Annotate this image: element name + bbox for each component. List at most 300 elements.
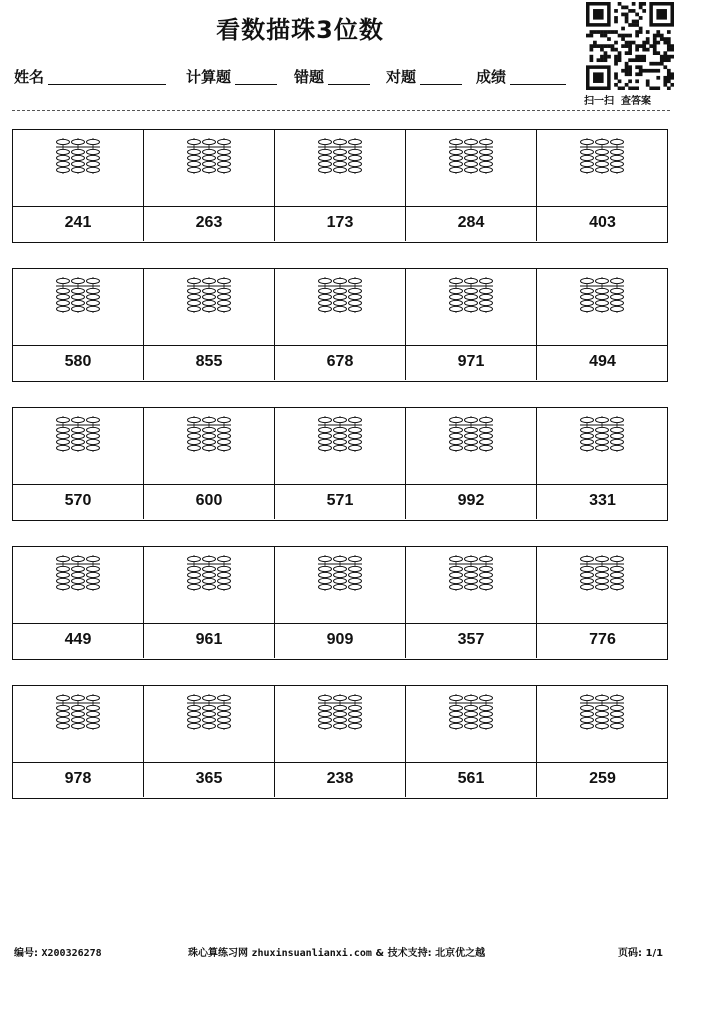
abacus-bead[interactable] xyxy=(334,288,347,293)
abacus-bead[interactable] xyxy=(480,566,493,571)
abacus-bead[interactable] xyxy=(581,717,594,722)
abacus-bead[interactable] xyxy=(188,711,201,716)
abacus-bead[interactable] xyxy=(72,717,85,722)
abacus-bead[interactable] xyxy=(349,572,362,577)
abacus-bead[interactable] xyxy=(87,578,100,583)
abacus-bead[interactable] xyxy=(450,433,463,438)
abacus-bead[interactable] xyxy=(319,439,332,444)
abacus-bead[interactable] xyxy=(581,161,594,166)
abacus-bead[interactable] xyxy=(450,155,463,160)
abacus-bead[interactable] xyxy=(188,294,201,299)
abacus-bead[interactable] xyxy=(203,306,216,311)
abacus-bead[interactable] xyxy=(218,417,231,422)
abacus-bead[interactable] xyxy=(596,288,609,293)
abacus-bead[interactable] xyxy=(450,717,463,722)
abacus-bead[interactable] xyxy=(72,572,85,577)
abacus-bead[interactable] xyxy=(349,566,362,571)
abacus-bead[interactable] xyxy=(203,149,216,154)
abacus-bead[interactable] xyxy=(349,288,362,293)
abacus-bead[interactable] xyxy=(87,149,100,154)
abacus-bead[interactable] xyxy=(334,711,347,716)
abacus-bead[interactable] xyxy=(581,445,594,450)
abacus-bead[interactable] xyxy=(596,161,609,166)
abacus-bead[interactable] xyxy=(203,427,216,432)
abacus-bead[interactable] xyxy=(581,278,594,283)
abacus-bead[interactable] xyxy=(480,306,493,311)
abacus-bead[interactable] xyxy=(57,306,70,311)
abacus-bead[interactable] xyxy=(334,139,347,144)
abacus-bead[interactable] xyxy=(188,705,201,710)
abacus-bead[interactable] xyxy=(480,695,493,700)
abacus-icon[interactable] xyxy=(449,555,493,591)
abacus-bead[interactable] xyxy=(581,139,594,144)
abacus-bead[interactable] xyxy=(611,695,624,700)
abacus-bead[interactable] xyxy=(450,439,463,444)
abacus-bead[interactable] xyxy=(334,717,347,722)
right-blank[interactable] xyxy=(420,68,462,85)
abacus-bead[interactable] xyxy=(218,705,231,710)
abacus-bead[interactable] xyxy=(349,306,362,311)
abacus-bead[interactable] xyxy=(611,155,624,160)
abacus-bead[interactable] xyxy=(87,417,100,422)
abacus-bead[interactable] xyxy=(87,711,100,716)
abacus-bead[interactable] xyxy=(334,149,347,154)
abacus-bead[interactable] xyxy=(57,149,70,154)
abacus-bead[interactable] xyxy=(465,439,478,444)
abacus-bead[interactable] xyxy=(57,300,70,305)
abacus-bead[interactable] xyxy=(72,695,85,700)
abacus-bead[interactable] xyxy=(480,417,493,422)
abacus-bead[interactable] xyxy=(480,288,493,293)
abacus-bead[interactable] xyxy=(611,439,624,444)
abacus-bead[interactable] xyxy=(581,149,594,154)
abacus-bead[interactable] xyxy=(596,584,609,589)
abacus-bead[interactable] xyxy=(57,417,70,422)
abacus-bead[interactable] xyxy=(87,433,100,438)
abacus-bead[interactable] xyxy=(611,161,624,166)
abacus-bead[interactable] xyxy=(188,278,201,283)
qr-code[interactable] xyxy=(586,2,674,90)
abacus-bead[interactable] xyxy=(319,556,332,561)
abacus-bead[interactable] xyxy=(596,717,609,722)
abacus-bead[interactable] xyxy=(203,445,216,450)
abacus-bead[interactable] xyxy=(334,578,347,583)
abacus-bead[interactable] xyxy=(188,695,201,700)
abacus-bead[interactable] xyxy=(57,572,70,577)
abacus-bead[interactable] xyxy=(218,695,231,700)
abacus-bead[interactable] xyxy=(611,278,624,283)
abacus-bead[interactable] xyxy=(611,584,624,589)
abacus-bead[interactable] xyxy=(188,149,201,154)
abacus-bead[interactable] xyxy=(87,556,100,561)
abacus-bead[interactable] xyxy=(611,433,624,438)
abacus-bead[interactable] xyxy=(203,139,216,144)
abacus-bead[interactable] xyxy=(72,439,85,444)
abacus-bead[interactable] xyxy=(334,306,347,311)
abacus-bead[interactable] xyxy=(581,439,594,444)
abacus-bead[interactable] xyxy=(450,306,463,311)
abacus-bead[interactable] xyxy=(611,294,624,299)
abacus-bead[interactable] xyxy=(188,167,201,172)
abacus-bead[interactable] xyxy=(72,417,85,422)
abacus-bead[interactable] xyxy=(57,288,70,293)
abacus-bead[interactable] xyxy=(188,572,201,577)
abacus-icon[interactable] xyxy=(187,277,231,313)
abacus-bead[interactable] xyxy=(87,306,100,311)
abacus-bead[interactable] xyxy=(57,556,70,561)
abacus-bead[interactable] xyxy=(218,439,231,444)
abacus-bead[interactable] xyxy=(87,294,100,299)
abacus-bead[interactable] xyxy=(465,149,478,154)
abacus-bead[interactable] xyxy=(319,695,332,700)
abacus-bead[interactable] xyxy=(188,427,201,432)
abacus-bead[interactable] xyxy=(319,578,332,583)
abacus-bead[interactable] xyxy=(334,445,347,450)
abacus-bead[interactable] xyxy=(203,278,216,283)
abacus-bead[interactable] xyxy=(319,445,332,450)
abacus-bead[interactable] xyxy=(450,711,463,716)
abacus-bead[interactable] xyxy=(334,294,347,299)
abacus-bead[interactable] xyxy=(57,294,70,299)
abacus-bead[interactable] xyxy=(349,717,362,722)
abacus-bead[interactable] xyxy=(319,167,332,172)
abacus-bead[interactable] xyxy=(57,578,70,583)
abacus-bead[interactable] xyxy=(72,578,85,583)
abacus-bead[interactable] xyxy=(188,584,201,589)
abacus-bead[interactable] xyxy=(57,705,70,710)
abacus-bead[interactable] xyxy=(581,167,594,172)
abacus-bead[interactable] xyxy=(596,417,609,422)
abacus-bead[interactable] xyxy=(465,167,478,172)
abacus-bead[interactable] xyxy=(319,278,332,283)
abacus-bead[interactable] xyxy=(596,167,609,172)
abacus-bead[interactable] xyxy=(87,155,100,160)
abacus-bead[interactable] xyxy=(57,278,70,283)
abacus-bead[interactable] xyxy=(596,433,609,438)
abacus-icon[interactable] xyxy=(187,138,231,174)
abacus-bead[interactable] xyxy=(319,723,332,728)
abacus-bead[interactable] xyxy=(480,711,493,716)
abacus-bead[interactable] xyxy=(334,167,347,172)
abacus-bead[interactable] xyxy=(480,294,493,299)
abacus-bead[interactable] xyxy=(87,439,100,444)
abacus-bead[interactable] xyxy=(319,433,332,438)
abacus-bead[interactable] xyxy=(57,695,70,700)
abacus-bead[interactable] xyxy=(465,433,478,438)
abacus-bead[interactable] xyxy=(465,294,478,299)
abacus-bead[interactable] xyxy=(611,445,624,450)
abacus-bead[interactable] xyxy=(87,278,100,283)
abacus-bead[interactable] xyxy=(581,288,594,293)
abacus-bead[interactable] xyxy=(72,427,85,432)
abacus-bead[interactable] xyxy=(334,705,347,710)
abacus-bead[interactable] xyxy=(188,417,201,422)
abacus-bead[interactable] xyxy=(611,566,624,571)
abacus-bead[interactable] xyxy=(203,578,216,583)
abacus-bead[interactable] xyxy=(218,294,231,299)
abacus-bead[interactable] xyxy=(349,445,362,450)
abacus-bead[interactable] xyxy=(87,572,100,577)
abacus-bead[interactable] xyxy=(188,139,201,144)
abacus-bead[interactable] xyxy=(480,167,493,172)
abacus-bead[interactable] xyxy=(203,566,216,571)
abacus-bead[interactable] xyxy=(87,161,100,166)
abacus-bead[interactable] xyxy=(581,572,594,577)
abacus-bead[interactable] xyxy=(450,566,463,571)
score-blank[interactable] xyxy=(510,68,566,85)
abacus-bead[interactable] xyxy=(188,439,201,444)
abacus-bead[interactable] xyxy=(450,167,463,172)
abacus-bead[interactable] xyxy=(611,711,624,716)
abacus-bead[interactable] xyxy=(218,155,231,160)
abacus-icon[interactable] xyxy=(580,694,624,730)
abacus-bead[interactable] xyxy=(218,139,231,144)
abacus-bead[interactable] xyxy=(319,155,332,160)
abacus-bead[interactable] xyxy=(611,717,624,722)
abacus-bead[interactable] xyxy=(480,578,493,583)
abacus-bead[interactable] xyxy=(465,572,478,577)
abacus-icon[interactable] xyxy=(580,277,624,313)
abacus-bead[interactable] xyxy=(57,433,70,438)
abacus-bead[interactable] xyxy=(596,306,609,311)
abacus-bead[interactable] xyxy=(465,278,478,283)
abacus-bead[interactable] xyxy=(203,584,216,589)
abacus-bead[interactable] xyxy=(87,723,100,728)
abacus-bead[interactable] xyxy=(319,566,332,571)
abacus-bead[interactable] xyxy=(450,427,463,432)
abacus-bead[interactable] xyxy=(349,155,362,160)
abacus-bead[interactable] xyxy=(581,155,594,160)
abacus-bead[interactable] xyxy=(334,439,347,444)
abacus-bead[interactable] xyxy=(218,572,231,577)
abacus-bead[interactable] xyxy=(581,584,594,589)
abacus-bead[interactable] xyxy=(87,427,100,432)
abacus-bead[interactable] xyxy=(203,705,216,710)
abacus-bead[interactable] xyxy=(188,161,201,166)
abacus-bead[interactable] xyxy=(57,584,70,589)
abacus-bead[interactable] xyxy=(218,445,231,450)
abacus-bead[interactable] xyxy=(188,566,201,571)
abacus-bead[interactable] xyxy=(465,139,478,144)
abacus-bead[interactable] xyxy=(334,278,347,283)
abacus-bead[interactable] xyxy=(72,294,85,299)
abacus-bead[interactable] xyxy=(581,427,594,432)
abacus-bead[interactable] xyxy=(218,149,231,154)
abacus-bead[interactable] xyxy=(465,711,478,716)
abacus-bead[interactable] xyxy=(188,306,201,311)
abacus-bead[interactable] xyxy=(450,149,463,154)
abacus-bead[interactable] xyxy=(611,300,624,305)
abacus-bead[interactable] xyxy=(349,427,362,432)
footer-site-url[interactable]: zhuxinsuanlianxi.com xyxy=(251,948,372,959)
abacus-bead[interactable] xyxy=(596,294,609,299)
abacus-bead[interactable] xyxy=(349,723,362,728)
abacus-bead[interactable] xyxy=(72,584,85,589)
abacus-bead[interactable] xyxy=(349,149,362,154)
abacus-bead[interactable] xyxy=(480,161,493,166)
abacus-icon[interactable] xyxy=(56,138,100,174)
abacus-bead[interactable] xyxy=(465,306,478,311)
abacus-bead[interactable] xyxy=(596,427,609,432)
abacus-bead[interactable] xyxy=(334,566,347,571)
abacus-bead[interactable] xyxy=(57,427,70,432)
abacus-bead[interactable] xyxy=(319,300,332,305)
abacus-bead[interactable] xyxy=(188,445,201,450)
abacus-bead[interactable] xyxy=(450,139,463,144)
abacus-bead[interactable] xyxy=(72,556,85,561)
abacus-bead[interactable] xyxy=(218,167,231,172)
abacus-bead[interactable] xyxy=(581,711,594,716)
abacus-bead[interactable] xyxy=(72,306,85,311)
abacus-bead[interactable] xyxy=(57,723,70,728)
abacus-bead[interactable] xyxy=(596,556,609,561)
abacus-icon[interactable] xyxy=(449,416,493,452)
abacus-bead[interactable] xyxy=(87,288,100,293)
abacus-bead[interactable] xyxy=(581,433,594,438)
abacus-icon[interactable] xyxy=(580,555,624,591)
abacus-bead[interactable] xyxy=(72,139,85,144)
abacus-bead[interactable] xyxy=(218,427,231,432)
abacus-bead[interactable] xyxy=(319,306,332,311)
abacus-icon[interactable] xyxy=(318,555,362,591)
abacus-bead[interactable] xyxy=(480,155,493,160)
abacus-bead[interactable] xyxy=(480,427,493,432)
abacus-icon[interactable] xyxy=(318,277,362,313)
abacus-bead[interactable] xyxy=(87,695,100,700)
abacus-icon[interactable] xyxy=(56,416,100,452)
abacus-bead[interactable] xyxy=(611,139,624,144)
abacus-icon[interactable] xyxy=(449,277,493,313)
abacus-bead[interactable] xyxy=(450,288,463,293)
abacus-bead[interactable] xyxy=(596,705,609,710)
abacus-bead[interactable] xyxy=(87,167,100,172)
abacus-bead[interactable] xyxy=(57,439,70,444)
abacus-bead[interactable] xyxy=(450,161,463,166)
abacus-bead[interactable] xyxy=(218,584,231,589)
abacus-bead[interactable] xyxy=(218,556,231,561)
abacus-bead[interactable] xyxy=(87,584,100,589)
abacus-bead[interactable] xyxy=(319,427,332,432)
abacus-bead[interactable] xyxy=(349,417,362,422)
abacus-bead[interactable] xyxy=(465,288,478,293)
abacus-bead[interactable] xyxy=(581,294,594,299)
abacus-bead[interactable] xyxy=(596,439,609,444)
abacus-bead[interactable] xyxy=(465,723,478,728)
abacus-bead[interactable] xyxy=(450,445,463,450)
abacus-bead[interactable] xyxy=(72,278,85,283)
abacus-bead[interactable] xyxy=(218,578,231,583)
abacus-bead[interactable] xyxy=(57,155,70,160)
abacus-bead[interactable] xyxy=(218,161,231,166)
abacus-bead[interactable] xyxy=(480,572,493,577)
abacus-bead[interactable] xyxy=(480,149,493,154)
abacus-bead[interactable] xyxy=(480,433,493,438)
abacus-bead[interactable] xyxy=(203,161,216,166)
abacus-bead[interactable] xyxy=(203,288,216,293)
abacus-bead[interactable] xyxy=(57,566,70,571)
abacus-bead[interactable] xyxy=(72,566,85,571)
abacus-bead[interactable] xyxy=(480,439,493,444)
abacus-icon[interactable] xyxy=(187,555,231,591)
abacus-bead[interactable] xyxy=(203,695,216,700)
abacus-bead[interactable] xyxy=(218,278,231,283)
abacus-bead[interactable] xyxy=(349,294,362,299)
abacus-icon[interactable] xyxy=(187,416,231,452)
abacus-bead[interactable] xyxy=(450,556,463,561)
abacus-icon[interactable] xyxy=(318,694,362,730)
abacus-bead[interactable] xyxy=(450,300,463,305)
abacus-bead[interactable] xyxy=(188,300,201,305)
abacus-bead[interactable] xyxy=(596,572,609,577)
abacus-bead[interactable] xyxy=(319,584,332,589)
abacus-bead[interactable] xyxy=(596,566,609,571)
abacus-bead[interactable] xyxy=(450,278,463,283)
abacus-bead[interactable] xyxy=(480,278,493,283)
abacus-icon[interactable] xyxy=(449,694,493,730)
abacus-bead[interactable] xyxy=(596,278,609,283)
abacus-bead[interactable] xyxy=(72,300,85,305)
abacus-bead[interactable] xyxy=(218,288,231,293)
abacus-bead[interactable] xyxy=(188,433,201,438)
abacus-bead[interactable] xyxy=(596,578,609,583)
abacus-bead[interactable] xyxy=(203,711,216,716)
abacus-bead[interactable] xyxy=(319,705,332,710)
abacus-bead[interactable] xyxy=(188,578,201,583)
abacus-bead[interactable] xyxy=(596,149,609,154)
abacus-bead[interactable] xyxy=(334,155,347,160)
abacus-bead[interactable] xyxy=(581,705,594,710)
abacus-bead[interactable] xyxy=(87,445,100,450)
abacus-bead[interactable] xyxy=(57,717,70,722)
abacus-bead[interactable] xyxy=(72,445,85,450)
abacus-bead[interactable] xyxy=(72,149,85,154)
abacus-bead[interactable] xyxy=(450,417,463,422)
abacus-bead[interactable] xyxy=(349,439,362,444)
abacus-bead[interactable] xyxy=(349,556,362,561)
abacus-bead[interactable] xyxy=(349,433,362,438)
abacus-bead[interactable] xyxy=(203,433,216,438)
abacus-bead[interactable] xyxy=(319,294,332,299)
abacus-bead[interactable] xyxy=(581,723,594,728)
abacus-bead[interactable] xyxy=(611,705,624,710)
abacus-bead[interactable] xyxy=(334,723,347,728)
abacus-bead[interactable] xyxy=(465,155,478,160)
abacus-bead[interactable] xyxy=(480,300,493,305)
abacus-bead[interactable] xyxy=(349,167,362,172)
abacus-bead[interactable] xyxy=(72,433,85,438)
abacus-bead[interactable] xyxy=(581,695,594,700)
abacus-icon[interactable] xyxy=(580,138,624,174)
abacus-bead[interactable] xyxy=(334,695,347,700)
abacus-bead[interactable] xyxy=(72,155,85,160)
abacus-bead[interactable] xyxy=(349,584,362,589)
abacus-icon[interactable] xyxy=(56,277,100,313)
abacus-bead[interactable] xyxy=(465,161,478,166)
abacus-bead[interactable] xyxy=(87,705,100,710)
abacus-bead[interactable] xyxy=(349,695,362,700)
abacus-icon[interactable] xyxy=(56,694,100,730)
abacus-bead[interactable] xyxy=(480,723,493,728)
abacus-bead[interactable] xyxy=(319,139,332,144)
abacus-bead[interactable] xyxy=(349,578,362,583)
abacus-bead[interactable] xyxy=(72,723,85,728)
abacus-bead[interactable] xyxy=(611,417,624,422)
abacus-bead[interactable] xyxy=(465,566,478,571)
abacus-bead[interactable] xyxy=(203,723,216,728)
abacus-bead[interactable] xyxy=(450,572,463,577)
abacus-bead[interactable] xyxy=(188,723,201,728)
abacus-bead[interactable] xyxy=(480,139,493,144)
